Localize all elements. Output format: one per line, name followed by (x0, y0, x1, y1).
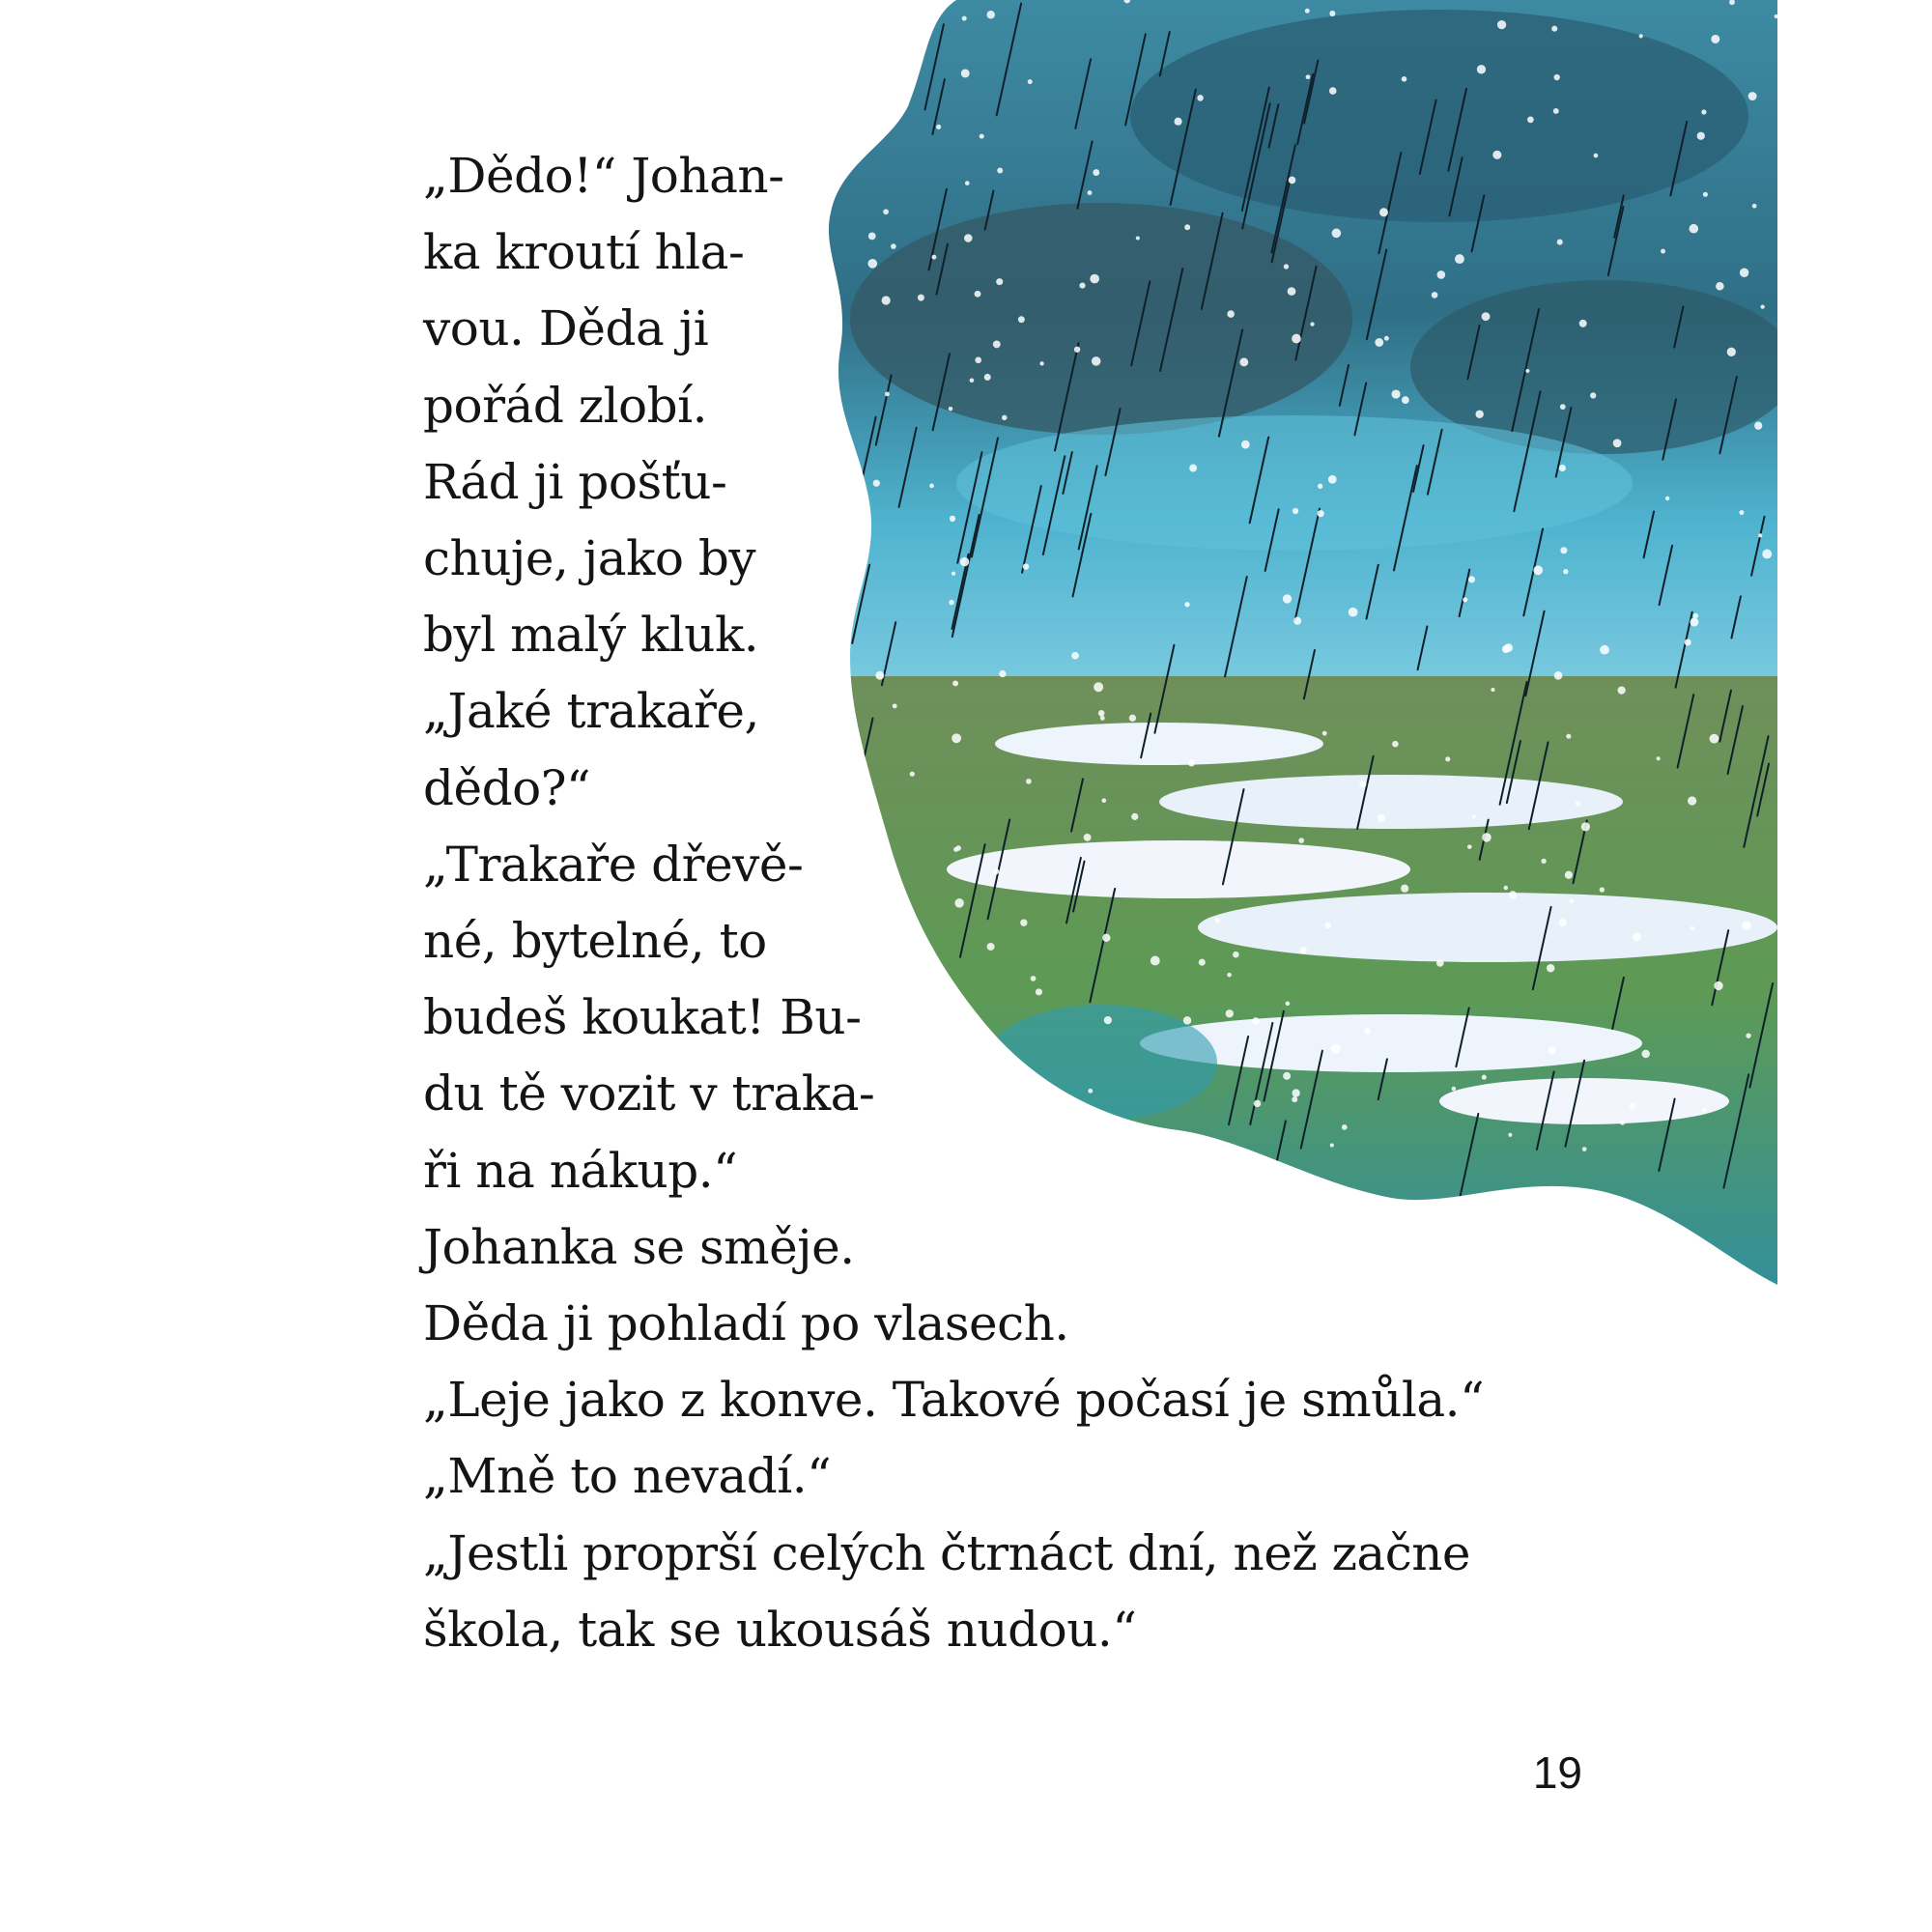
story-line: dědo?“ (423, 759, 591, 816)
raindrop (1702, 1108, 1707, 1113)
raindrop (936, 125, 941, 129)
raindrop (1553, 108, 1559, 114)
raindrop (1497, 20, 1506, 29)
raindrop (1689, 224, 1698, 234)
story-line: Johanka se směje. (423, 1218, 855, 1275)
raindrop (1553, 74, 1559, 80)
story-line: „Jestli proprší celých čtrnáct dní, než začne (423, 1524, 1471, 1581)
raindrop (1742, 922, 1751, 931)
story-line: „Trakaře dřevě- (423, 836, 804, 893)
story-line: „Mně to nevadí.“ (423, 1448, 832, 1505)
raindrop (962, 16, 967, 21)
raindrop (1688, 796, 1696, 805)
story-line: vou. Děda ji (423, 300, 709, 357)
story-line: du tě vozit v traka- (423, 1065, 875, 1122)
story-line: ka kroutí hla- (423, 224, 745, 281)
raindrop (1703, 192, 1708, 197)
story-line: Rád ji pošťu- (423, 453, 727, 510)
page-number: 19 (1532, 1747, 1582, 1798)
raindrop (1701, 109, 1706, 114)
raindrop (1714, 981, 1722, 990)
raindrop (1028, 79, 1033, 84)
raindrop (1329, 87, 1337, 95)
raindrop (1174, 118, 1181, 126)
story-line: byl malý kluk. (423, 607, 759, 664)
raindrop (933, 2, 940, 9)
raindrop (986, 11, 994, 18)
raindrop (1551, 26, 1557, 32)
raindrop (1641, 1050, 1650, 1059)
raindrop (1477, 65, 1486, 73)
raindrop (1711, 35, 1719, 43)
story-line: Děda ji pohladí po vlasech. (423, 1295, 1069, 1352)
raindrop (1661, 249, 1665, 254)
story-line: „Leje jako z konve. Takové počasí je smůla.“ (423, 1372, 1485, 1429)
raindrop (1693, 613, 1698, 618)
raindrop (1690, 617, 1698, 626)
raindrop (1690, 926, 1694, 930)
raindrop (1760, 304, 1764, 308)
raindrop (1740, 269, 1748, 277)
story-line: chuje, jako by (423, 530, 756, 587)
raindrop (961, 69, 970, 77)
raindrop (1639, 34, 1643, 38)
raindrop (1758, 533, 1762, 537)
raindrop (1710, 734, 1719, 744)
story-line: né, bytelné, to (423, 913, 767, 970)
raindrop (1716, 282, 1724, 291)
raindrop (1657, 756, 1661, 760)
story-text (423, 138, 1631, 1668)
story-line: ři na nákup.“ (423, 1142, 738, 1199)
raindrop (1697, 132, 1705, 140)
story-line: budeš koukat! Bu- (423, 989, 862, 1046)
raindrop (1527, 117, 1534, 124)
raindrop (1197, 95, 1204, 101)
raindrop (1633, 933, 1641, 942)
raindrop (1754, 421, 1762, 429)
raindrop (1305, 9, 1310, 14)
raindrop (1739, 510, 1744, 515)
raindrop (1685, 639, 1691, 645)
story-line: „Dědo!“ Johan- (423, 148, 784, 204)
raindrop (1306, 74, 1311, 79)
raindrop (1727, 348, 1736, 356)
story-line: „Jaké trakaře, (423, 683, 759, 740)
raindrop (1748, 92, 1757, 100)
story-line: pořád zlobí. (423, 377, 708, 434)
raindrop (1752, 204, 1757, 209)
story-line: škola, tak se ukousáš nudou.“ (423, 1601, 1137, 1658)
raindrop (1762, 550, 1772, 559)
raindrop (1329, 11, 1335, 16)
raindrop (1402, 76, 1407, 82)
raindrop (1746, 1033, 1750, 1037)
raindrop (1665, 497, 1669, 500)
